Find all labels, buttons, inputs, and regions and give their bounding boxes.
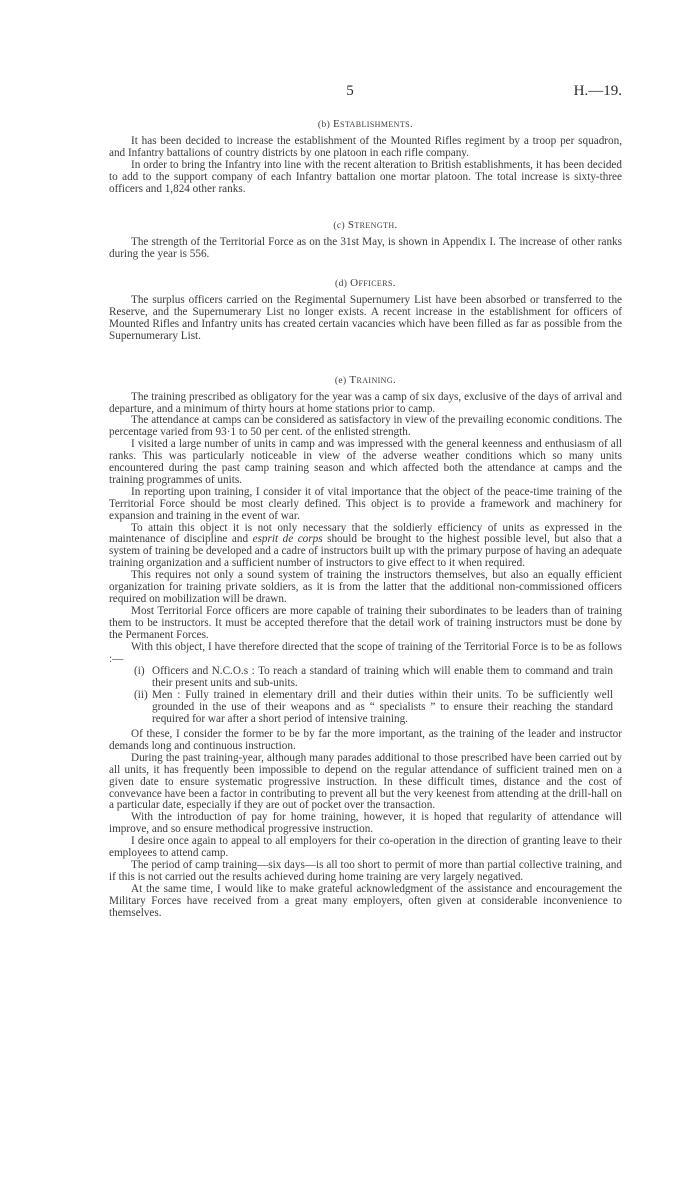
- paragraph: In reporting upon training, I consider it of vital importance that the object of the peace-time training of the Territorial Force should be most clearly defined. This object is to provide a framework and machinery for expansion and training in the event of war.: [109, 485, 622, 522]
- paragraph: I desire once again to appeal to all employers for their co-operation in the direction of granting leave to their employees to attend camp.: [109, 835, 622, 860]
- section-officers: [109, 278, 622, 343]
- paragraph: With the introduction of pay for home training, however, it is hoped that regularity of attendance will improve, and so ensure methodical progressive instruction.: [109, 811, 622, 836]
- section-heading: [109, 278, 622, 291]
- document-reference: H.—19.: [573, 83, 622, 99]
- list-item-text: Men : Fully trained in elementary drill and their duties within their units. To be sufficiently well grounded in the use of their weapons and as “ specialists ” to ensure their reaching the standard required for war after a short period of intensive training.: [152, 689, 613, 726]
- paragraph: At the same time, I would like to make grateful acknowledgment of the assistance and encouragement the Military Forces have received from a great many employers, often given at considerable inconvenience to themselves.: [109, 882, 622, 919]
- section-title: Training.: [349, 373, 397, 386]
- list-item-number: (i): [134, 665, 145, 678]
- paragraph: With this object, I have therefore directed that the scope of training of the Territorial Force is to be as follows :—: [109, 640, 622, 665]
- section-letter: (e): [334, 375, 347, 386]
- section-letter: (b): [317, 120, 331, 130]
- section-letter: (c): [333, 221, 346, 232]
- text-run: should be brought to the highest possible level, but also that a system of training be developed and a cadre of instructors built up with the primary purpose of having an adequate training organization and a sufficient number of instructors to give effect to it when required.: [109, 533, 623, 570]
- document-body: [109, 83, 623, 919]
- paragraph: The period of camp training—six days—is all too short to permit of more than partial collective training, and if this is not carried out the results achieved during home training are very largely negatived.: [109, 858, 622, 883]
- text-run: To attain this object it is not only necessary that the soldierly efficiency of units as expressed in the maintenance of discipline and: [109, 521, 622, 546]
- section-heading: [109, 220, 622, 233]
- section-title: Officers.: [350, 277, 396, 290]
- section-title: Establishments.: [332, 118, 414, 130]
- list-item-number: (ii): [134, 689, 148, 702]
- section-heading: [109, 119, 622, 132]
- paragraph: During the past training-year, although many parades additional to those prescribed have been carried out by all units, it has frequently been impossible to depend on the regular attendance of sufficient trained men on a given date to ensure systematic progressive instruction. In these difficult times, distance and the cost of convevance have been a factor in contributing to prevent all but the very keenest from attending at the drill-hall on a particular date, especially if they are out of pocket over the transaction.: [109, 751, 622, 812]
- section-establishments: [109, 119, 622, 195]
- page-number: 5: [346, 83, 354, 99]
- list-item: [109, 666, 622, 690]
- paragraph-esprit: [109, 523, 622, 571]
- paragraph: Most Territorial Force officers are more capable of training their subordinates to be leaders than of training them to be instructors. It must be accepted therefore that the detail work of training instructors must be done by the Permanent Forces.: [109, 604, 622, 641]
- section-strength: [109, 220, 622, 261]
- section-title: Strength.: [347, 219, 398, 232]
- list-item: [109, 690, 622, 726]
- paragraph: It has been decided to increase the establishment of the Mounted Rifles regiment by a troop per squadron, and Infantry battalions of country districts by one platoon in each rifle company.: [109, 134, 622, 159]
- paragraph: Of these, I consider the former to be by far the more important, as the training of the leader and instructor demands long and continuous instruction.: [109, 727, 622, 752]
- section-heading: [109, 375, 622, 388]
- paragraph: The strength of the Territorial Force as on the 31st May, is shown in Appendix I. The increase of other ranks during the year is 556.: [109, 236, 622, 261]
- section-training: [109, 375, 622, 920]
- paragraph: In order to bring the Infantry into line with the recent alteration to British establishments, it has been decided to add to the support company of each Infantry battalion one mortar platoon. The total increase is sixty-three officers and 1,824 other ranks.: [109, 158, 622, 195]
- scope-list: [109, 666, 622, 726]
- italic-phrase: esprit de corps: [252, 533, 323, 546]
- paragraph: The training prescribed as obligatory for the year was a camp of six days, exclusive of the days of arrival and departure, and a minimum of thirty hours at home stations prior to camp.: [109, 390, 622, 415]
- paragraph: The surplus officers carried on the Regimental Supernumery List have been absorbed or transferred to the Reserve, and the Supernumerary List no longer exists. A recent increase in the establishment for officers of Mounted Rifles and Infantry units has created certain vacancies which have been filled as far as possible from the Supernumerary List.: [109, 294, 622, 342]
- paragraph: The attendance at camps can be considered as satisfactory in view of the prevailing economic conditions. The percentage varied from 93·1 to 50 per cent. of the enlisted strength.: [109, 414, 622, 439]
- section-letter: (d): [335, 279, 348, 290]
- paragraph: I visited a large number of units in camp and was impressed with the general keenness and enthusiasm of all ranks. This was particularly noticeable in view of the adverse weather conditions which so many units encountered during the past camp training season and which affected both the attendance at camps and the training programmes of units.: [109, 438, 622, 486]
- paragraph: This requires not only a sound system of training the instructors themselves, but also an equally efficient organization for training private soldiers, as it is from the latter that the additional non-commissioned officers required on mobilization will be drawn.: [109, 569, 622, 605]
- list-item-text: Officers and N.C.O.s : To reach a standard of training which will enable them to command and train their present units and sub-units.: [152, 665, 613, 690]
